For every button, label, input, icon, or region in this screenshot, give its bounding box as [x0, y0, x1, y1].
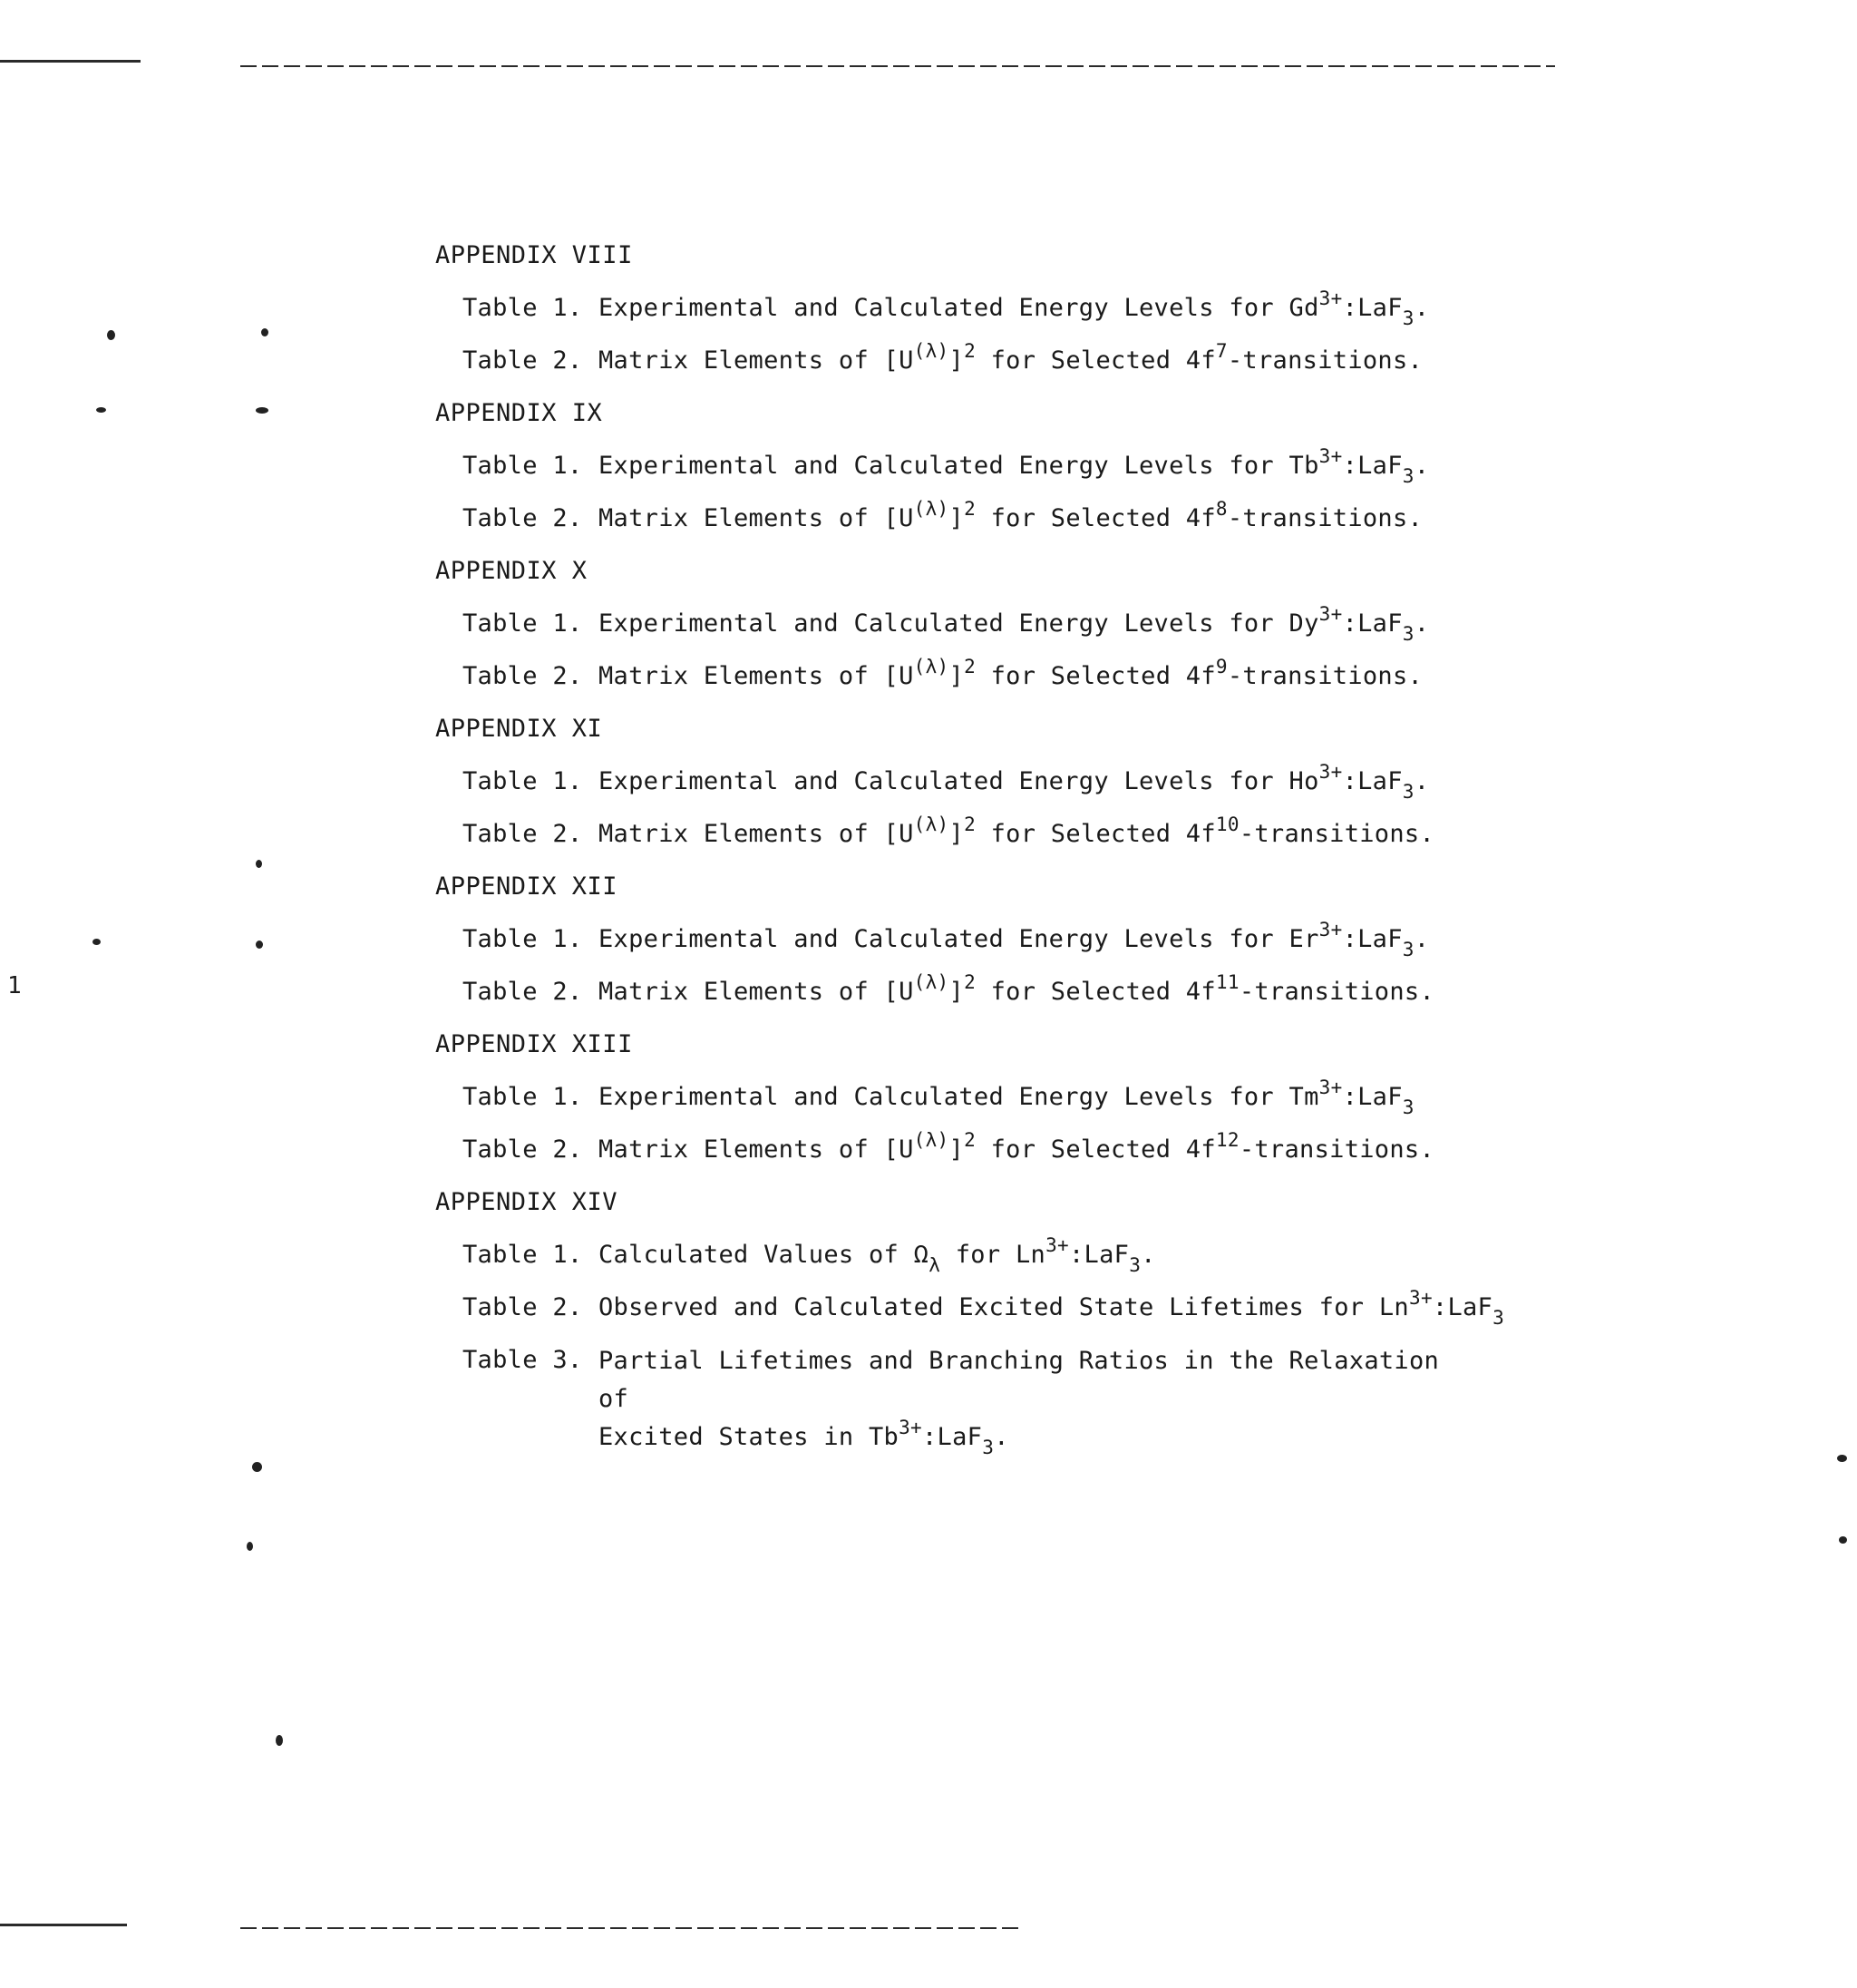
table-entry — [435, 1079, 1523, 1132]
title-text: . — [1414, 925, 1430, 953]
table-title — [598, 603, 1430, 658]
title-text: Experimental and Calculated Energy Levels for Er — [598, 925, 1319, 953]
table-title — [598, 761, 1430, 816]
title-text: for Selected 4f — [976, 346, 1216, 375]
top-rule — [240, 65, 1555, 67]
table-entry — [435, 498, 1523, 553]
title-text: Observed and Calculated Excited State Lifetimes for Ln — [598, 1293, 1409, 1321]
table-label: Table 2. — [462, 978, 583, 1006]
superscript: 9 — [1215, 656, 1228, 677]
table-title — [598, 1287, 1505, 1342]
table-title — [598, 1079, 1415, 1132]
table-label: Table 1. — [462, 609, 583, 638]
subscript: λ — [928, 1254, 941, 1276]
title-text: Experimental and Calculated Energy Levels for Tb — [598, 452, 1319, 480]
appendix-heading: APPENDIX XIII — [435, 1030, 633, 1058]
top-rule-left — [0, 60, 141, 63]
title-text: . — [1414, 294, 1430, 322]
subscript: 3 — [1129, 1254, 1142, 1276]
superscript: 7 — [1215, 340, 1228, 362]
title-text: ] — [948, 346, 965, 375]
title-text: . — [1414, 609, 1430, 638]
superscript: 3+ — [1045, 1234, 1069, 1256]
title-text: . — [1414, 452, 1430, 480]
scan-speck — [107, 330, 115, 340]
title-text: -transitions. — [1227, 662, 1424, 690]
table-label: Table 2. — [462, 820, 583, 848]
table-label: Table 2. — [462, 662, 583, 690]
title-text: Matrix Elements of [U — [598, 820, 914, 848]
subscript: 3 — [1402, 465, 1415, 487]
title-text: ] — [948, 662, 965, 690]
superscript: (λ) — [913, 340, 949, 362]
title-text: Experimental and Calculated Energy Levels for Gd — [598, 294, 1319, 322]
superscript: 10 — [1215, 814, 1240, 835]
table-title — [598, 971, 1435, 1027]
table-entry — [435, 1129, 1523, 1184]
title-text: . — [1414, 767, 1430, 795]
scan-speck — [92, 939, 101, 945]
title-text: Experimental and Calculated Energy Levels for Tm — [598, 1083, 1319, 1111]
table-entry — [435, 816, 1523, 869]
superscript: 12 — [1215, 1129, 1240, 1151]
title-text: :LaF — [1068, 1241, 1130, 1269]
scan-speck — [276, 1735, 283, 1746]
table-label: Table 1. — [462, 1241, 583, 1269]
title-text: . — [994, 1423, 1009, 1451]
scan-speck — [96, 407, 106, 413]
appendix-heading: APPENDIX X — [435, 557, 588, 585]
table-title — [598, 816, 1434, 869]
title-text: :LaF — [1432, 1293, 1493, 1321]
scan-speck — [1839, 1536, 1847, 1544]
table-label: Table 3. — [462, 1346, 583, 1374]
superscript: 2 — [964, 498, 977, 520]
superscript: 3+ — [1318, 287, 1343, 309]
superscript: 3+ — [1318, 919, 1343, 940]
superscript: 3+ — [1318, 1077, 1343, 1098]
scan-speck — [1837, 1455, 1847, 1462]
scan-speck — [252, 1462, 262, 1472]
title-text: -transitions. — [1239, 978, 1435, 1006]
superscript: 3+ — [1318, 445, 1343, 467]
table-title — [598, 340, 1424, 395]
superscript: 2 — [964, 971, 977, 993]
table-label: Table 2. — [462, 504, 583, 532]
superscript: 8 — [1215, 498, 1228, 520]
title-text: ] — [948, 1135, 965, 1164]
title-text: Partial Lifetimes and Branching Ratios in the Relaxation of — [598, 1347, 1440, 1413]
superscript: 2 — [964, 340, 977, 362]
title-text: -transitions. — [1239, 1135, 1435, 1164]
table-label: Table 1. — [462, 925, 583, 953]
title-text: -transitions. — [1227, 504, 1424, 532]
title-text: -transitions. — [1239, 820, 1435, 848]
title-text: for Ln — [940, 1241, 1046, 1269]
table-entry — [435, 921, 1523, 974]
superscript: (λ) — [913, 656, 949, 677]
title-text: ] — [948, 820, 965, 848]
table-label: Table 2. — [462, 1293, 583, 1321]
table-title — [598, 1234, 1156, 1290]
superscript: (λ) — [913, 971, 949, 993]
superscript: 2 — [964, 656, 977, 677]
scan-speck — [256, 940, 263, 949]
title-text: Excited States in Tb — [598, 1423, 899, 1451]
table-entry — [435, 445, 1523, 501]
subscript: 3 — [1402, 781, 1415, 803]
title-text: for Selected 4f — [976, 662, 1216, 690]
superscript: (λ) — [913, 1129, 949, 1151]
table-entry — [435, 1342, 1523, 1457]
table-title — [598, 498, 1424, 553]
table-entry — [435, 971, 1523, 1027]
scan-speck — [261, 328, 268, 336]
table-title — [598, 287, 1430, 343]
title-text: ] — [948, 978, 965, 1006]
superscript: 3+ — [899, 1417, 922, 1438]
title-text: Calculated Values of Ω — [598, 1241, 929, 1269]
table-entry — [435, 761, 1523, 816]
subscript: 3 — [1402, 1096, 1415, 1118]
title-text: :LaF — [1342, 452, 1403, 480]
superscript: 3+ — [1318, 761, 1343, 783]
superscript: 3+ — [1409, 1287, 1433, 1309]
title-text: :LaF — [1342, 925, 1403, 953]
title-text: Matrix Elements of [U — [598, 662, 914, 690]
table-entry — [435, 603, 1523, 658]
title-text: Experimental and Calculated Energy Levels for Ho — [598, 767, 1319, 795]
appendix-heading: APPENDIX IX — [435, 399, 603, 427]
table-label: Table 2. — [462, 1135, 583, 1164]
superscript: 2 — [964, 1129, 977, 1151]
superscript: (λ) — [913, 498, 949, 520]
subscript: 3 — [1492, 1307, 1505, 1329]
table-entry — [435, 658, 1523, 711]
table-label: Table 1. — [462, 452, 583, 480]
table-entry — [435, 1287, 1523, 1342]
title-text: -transitions. — [1227, 346, 1424, 375]
table-label: Table 1. — [462, 294, 583, 322]
table-title — [598, 658, 1423, 711]
title-text: Matrix Elements of [U — [598, 1135, 914, 1164]
title-text: Experimental and Calculated Energy Levels for Dy — [598, 609, 1319, 638]
subscript: 3 — [1402, 939, 1415, 960]
title-text: :LaF — [1342, 609, 1403, 638]
subscript: 3 — [1402, 307, 1415, 329]
table-label: Table 1. — [462, 1083, 583, 1111]
title-text: :LaF — [922, 1423, 983, 1451]
page-number: 1 — [7, 972, 22, 999]
table-title — [598, 1342, 1442, 1457]
superscript: 11 — [1215, 971, 1240, 993]
title-text: :LaF — [1342, 294, 1403, 322]
appendix-heading: APPENDIX VIII — [435, 241, 633, 269]
title-text: . — [1141, 1241, 1156, 1269]
subscript: 3 — [1402, 623, 1415, 645]
table-entry — [435, 287, 1523, 343]
title-text: for Selected 4f — [976, 1135, 1216, 1164]
superscript: 2 — [964, 814, 977, 835]
table-title — [598, 445, 1430, 501]
scan-speck — [247, 1542, 253, 1551]
title-text: for Selected 4f — [976, 978, 1216, 1006]
scan-speck — [256, 407, 268, 414]
title-text: Matrix Elements of [U — [598, 978, 914, 1006]
appendix-heading: APPENDIX XII — [435, 872, 618, 901]
title-line-2 — [598, 1418, 1442, 1457]
title-text: :LaF — [1342, 767, 1403, 795]
superscript: 3+ — [1318, 603, 1343, 625]
table-entry — [435, 1234, 1523, 1290]
title-text: Matrix Elements of [U — [598, 346, 914, 375]
title-text: for Selected 4f — [976, 820, 1216, 848]
scan-speck — [256, 860, 262, 868]
bottom-rule-left — [0, 1924, 127, 1926]
appendix-heading: APPENDIX XIV — [435, 1188, 618, 1216]
table-label: Table 1. — [462, 767, 583, 795]
subscript: 3 — [982, 1437, 995, 1458]
table-label: Table 2. — [462, 346, 583, 375]
title-text: :LaF — [1342, 1083, 1403, 1111]
table-title — [598, 921, 1429, 974]
title-text: ] — [948, 504, 965, 532]
bottom-rule — [240, 1927, 1020, 1929]
appendix-contents-list — [435, 238, 1523, 1457]
table-entry — [435, 340, 1523, 395]
title-text: Matrix Elements of [U — [598, 504, 914, 532]
table-title — [598, 1129, 1435, 1184]
title-text: for Selected 4f — [976, 504, 1216, 532]
appendix-heading: APPENDIX XI — [435, 715, 603, 743]
superscript: (λ) — [913, 814, 949, 835]
